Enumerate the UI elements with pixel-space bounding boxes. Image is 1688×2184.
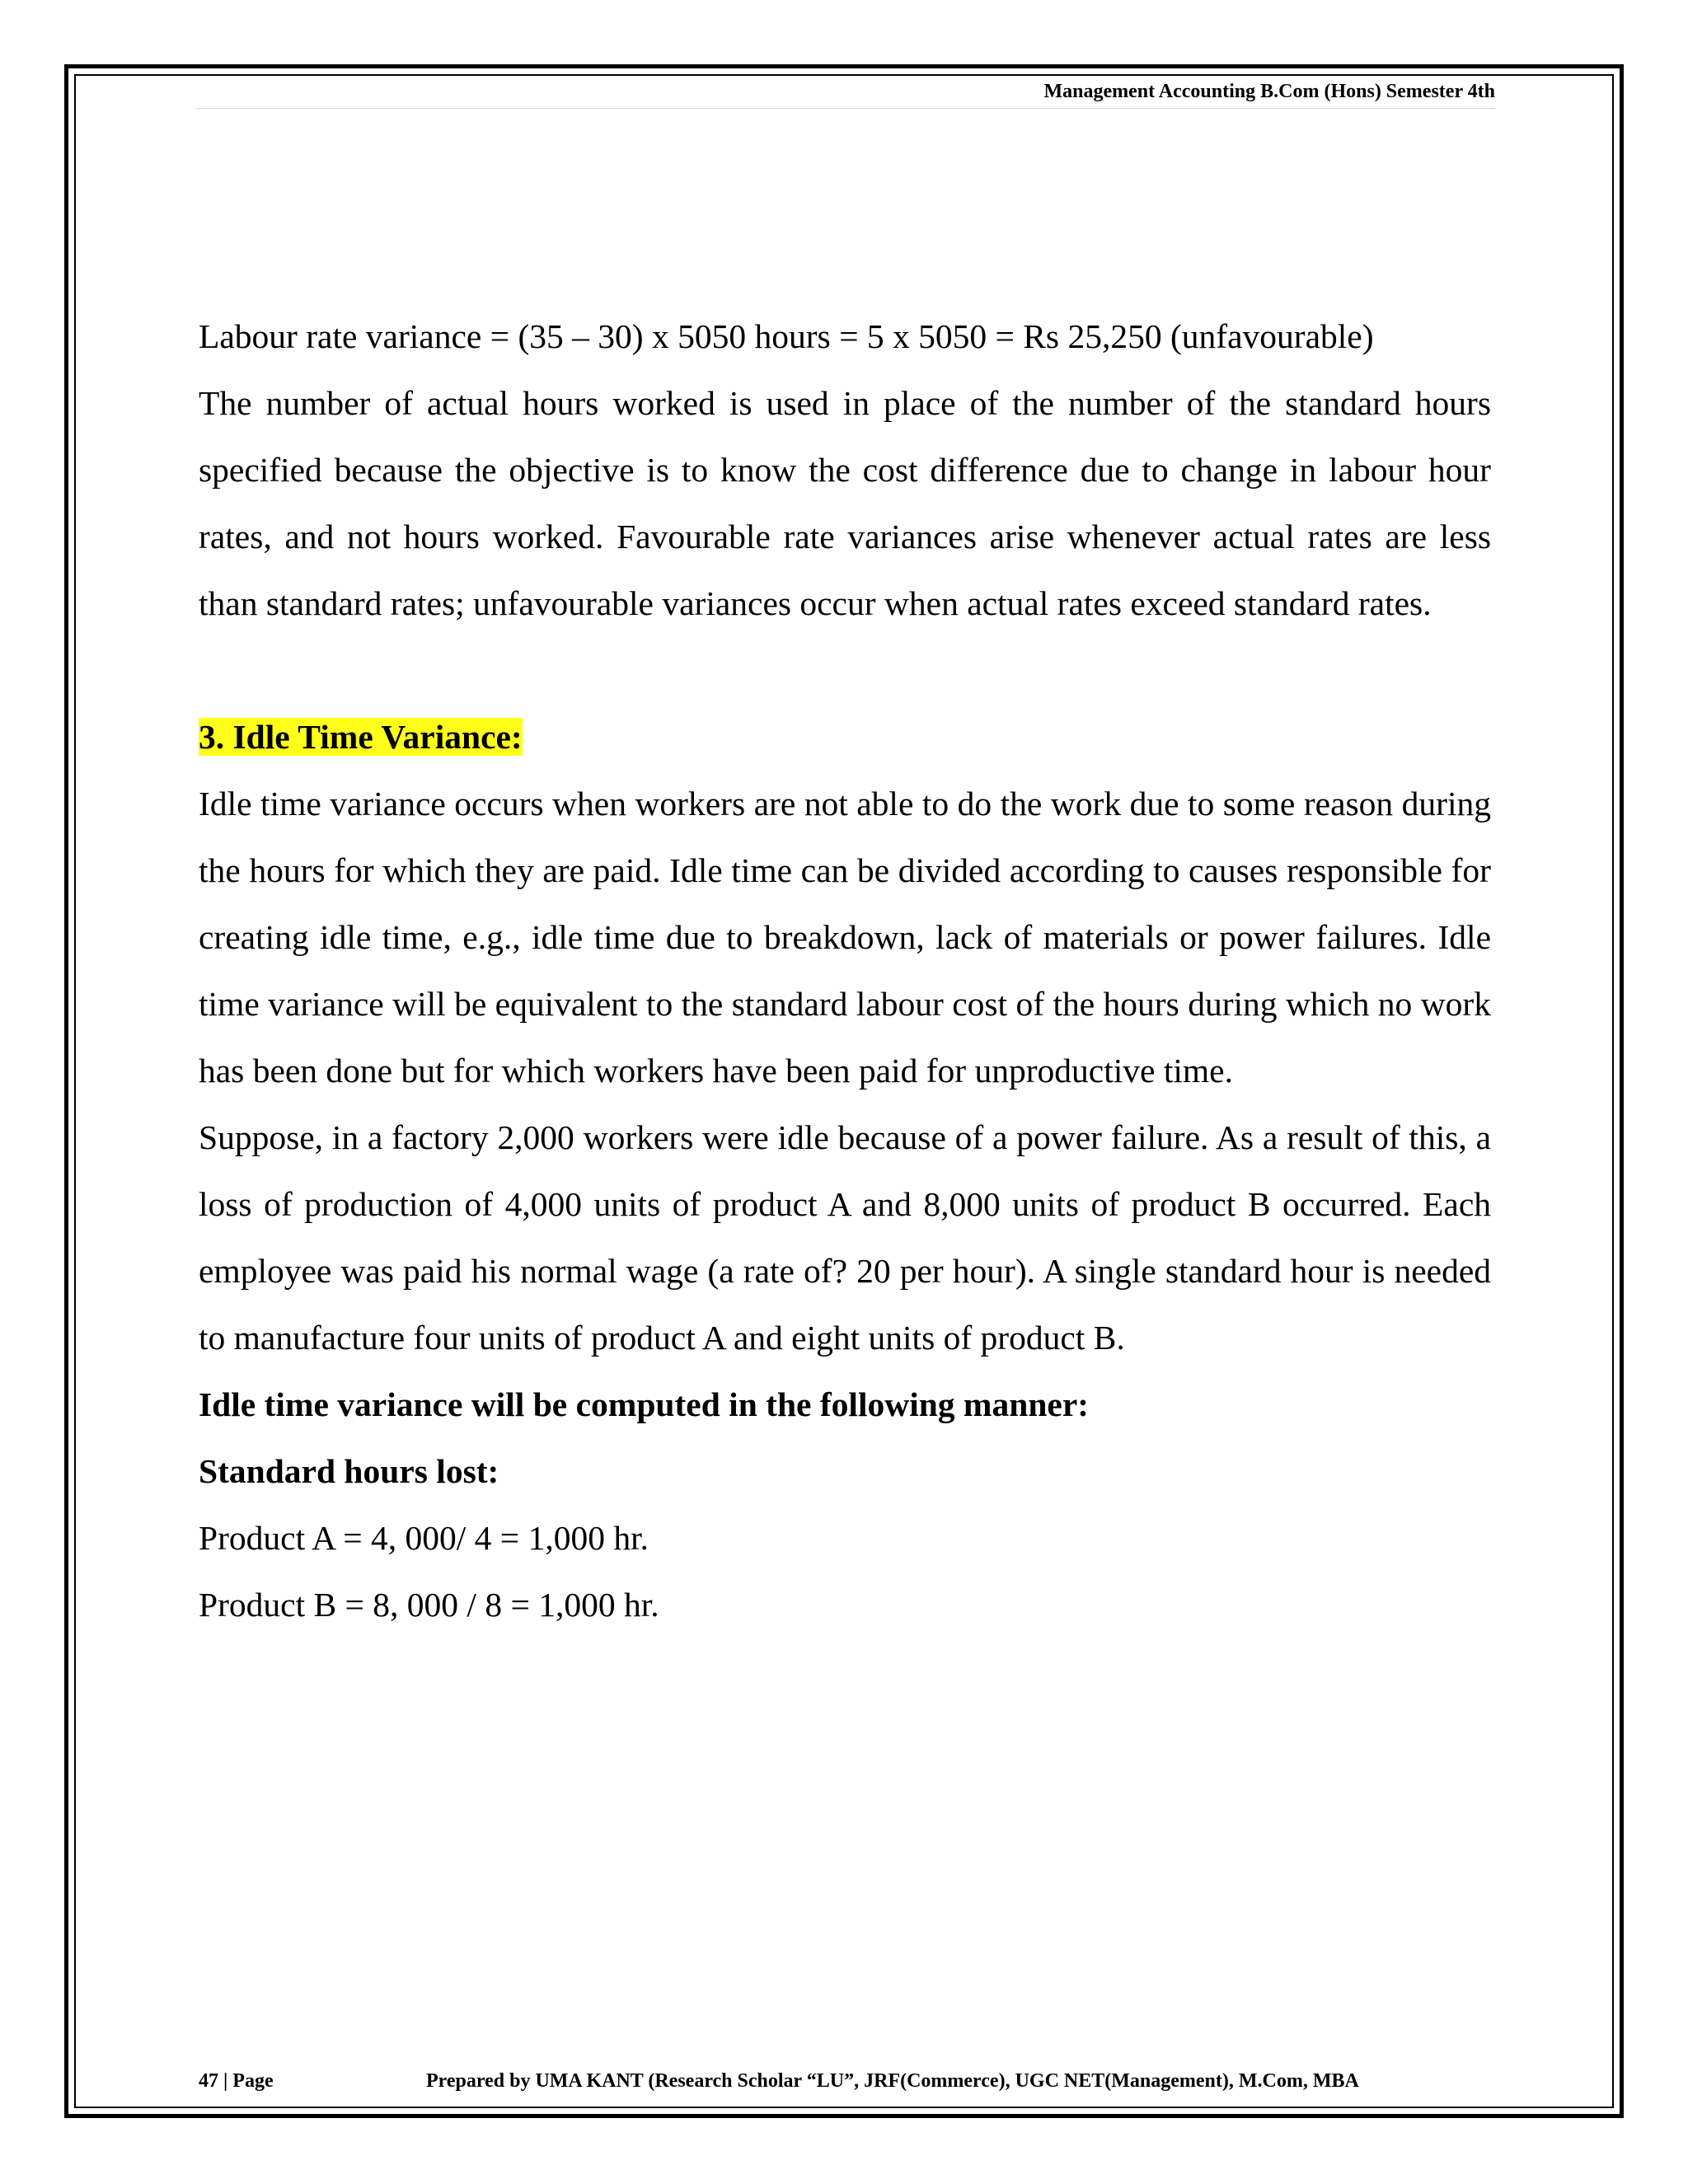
rate-variance-explanation: The number of actual hours worked is used in place of the number of the standard hours specified because the objective is to know the cost difference due to change in labour hour rates, and not hours worked. Favourable rate variances arise whenever actual rates are less than standard rates; unfavourable variances occur when actual rates exceed standard rates. bbox=[199, 384, 1491, 622]
prepared-by: Prepared by UMA KANT (Research Scholar “LU”, JRF(Commerce), UGC NET(Management), M.Com, MBA bbox=[426, 2070, 1359, 2092]
section-heading: 3. Idle Time Variance: bbox=[199, 718, 523, 756]
labour-rate-formula: Labour rate variance = (35 – 30) x 5050 hours = 5 x 5050 = Rs 25,250 (unfavourable) bbox=[199, 317, 1374, 355]
computation-heading: Idle time variance will be computed in the following manner: bbox=[199, 1385, 1090, 1423]
product-a-calculation: Product A = 4, 000/ 4 = 1,000 hr. bbox=[199, 1519, 649, 1557]
section-heading-wrapper bbox=[199, 704, 1491, 771]
spacer bbox=[199, 637, 1491, 704]
hours-lost-heading: Standard hours lost: bbox=[199, 1452, 499, 1490]
page-header: Management Accounting B.Com (Hons) Semester 4th bbox=[196, 79, 1495, 109]
page-number: 47 | Page bbox=[199, 2070, 274, 2092]
page-content bbox=[199, 303, 1491, 1638]
idle-time-example: Suppose, in a factory 2,000 workers were idle because of a power failure. As a result of this, a loss of production of 4,000 units of product A and 8,000 units of product B occurred. Each employee was paid his normal wage (a rate of? 20 per hour). A single standard hour is needed to manufacture four units of product A and eight units of product B. bbox=[199, 1118, 1491, 1357]
idle-time-definition: Idle time variance occurs when workers are not able to do the work due to some reason during the hours for which they are paid. Idle time can be divided according to causes responsible for creating idle time, e.g., idle time due to breakdown, lack of materials or power failures. Idle time variance will be equivalent to the standard labour cost of the hours during which no work has been done but for which workers have been paid for unproductive time. bbox=[199, 785, 1491, 1090]
product-b-calculation: Product B = 8, 000 / 8 = 1,000 hr. bbox=[199, 1586, 659, 1624]
